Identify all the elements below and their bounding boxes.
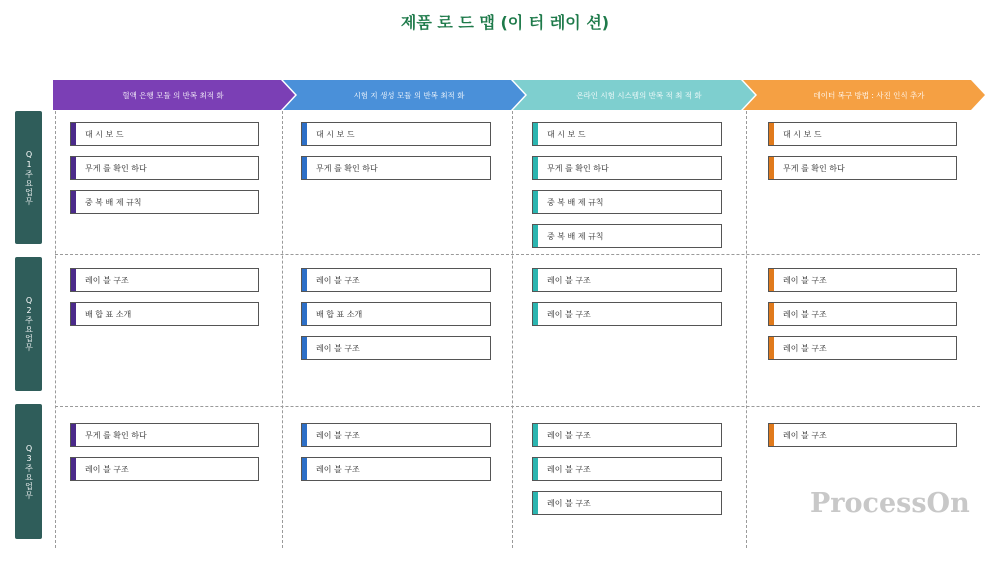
quarter-header-q1 (15, 111, 42, 244)
quarter-label-q3: Q3주요업무 (24, 443, 34, 500)
task-card-label: 레이 블 구조 (547, 275, 591, 285)
task-card-label: 대 시 보 드 (547, 129, 586, 139)
task-card-label: 레이 블 구조 (547, 464, 591, 474)
task-card-label: 무게 를 확인 하다 (547, 163, 609, 173)
task-card[interactable] (768, 122, 957, 146)
task-card[interactable] (532, 268, 722, 292)
task-card[interactable] (70, 268, 259, 292)
task-card-label: 레이 블 구조 (316, 464, 360, 474)
task-card[interactable] (768, 156, 957, 180)
task-card-label: 레이 블 구조 (783, 309, 827, 319)
grid-line-vertical (55, 111, 56, 548)
grid-line-horizontal (55, 406, 980, 407)
task-card-label: 레이 블 구조 (783, 275, 827, 285)
quarter-header-q3 (15, 404, 42, 539)
task-card-label: 대 시 보 드 (316, 129, 355, 139)
task-card-label: 레이 블 구조 (316, 430, 360, 440)
task-card[interactable] (532, 156, 722, 180)
task-card-label: 중 복 배 제 규칙 (547, 231, 604, 241)
task-card[interactable] (70, 156, 259, 180)
task-card-label: 무게 를 확인 하다 (85, 163, 147, 173)
task-card-label: 무게 를 확인 하다 (783, 163, 845, 173)
phase-label-4: 데이터 복구 방법 : 사진 인식 추가 (813, 90, 925, 100)
task-card-label: 레이 블 구조 (783, 430, 827, 440)
task-card[interactable] (532, 122, 722, 146)
task-card[interactable] (768, 302, 957, 326)
grid-line-vertical (282, 111, 283, 548)
phase-label-2: 시험 지 생성 모듈 의 반복 최적 화 (353, 90, 465, 100)
task-card[interactable] (768, 336, 957, 360)
task-card-label: 레이 블 구조 (316, 343, 360, 353)
task-card[interactable] (532, 224, 722, 248)
grid-line-vertical (746, 111, 747, 548)
task-card-label: 레이 블 구조 (85, 275, 129, 285)
task-card[interactable] (301, 457, 491, 481)
task-card[interactable] (70, 190, 259, 214)
task-card[interactable] (70, 302, 259, 326)
task-card-label: 대 시 보 드 (783, 129, 822, 139)
task-card[interactable] (532, 491, 722, 515)
task-card[interactable] (70, 122, 259, 146)
task-card[interactable] (532, 457, 722, 481)
quarter-label-q1: Q1주요업무 (24, 149, 34, 206)
task-card-label: 무게 를 확인 하다 (316, 163, 378, 173)
task-card-label: 레이 블 구조 (547, 309, 591, 319)
task-card-label: 레이 블 구조 (547, 430, 591, 440)
task-card[interactable] (532, 302, 722, 326)
task-card[interactable] (301, 302, 491, 326)
phase-arrows (53, 80, 985, 110)
phase-label-1: 혈액 은행 모듈 의 반복 최적 화 (122, 90, 224, 100)
task-card[interactable] (768, 423, 957, 447)
task-card-label: 레이 블 구조 (783, 343, 827, 353)
task-card-label: 무게 를 확인 하다 (85, 430, 147, 440)
task-card[interactable] (532, 423, 722, 447)
task-card[interactable] (301, 268, 491, 292)
task-card-label: 배 합 표 소개 (85, 309, 132, 319)
task-card[interactable] (301, 423, 491, 447)
task-card-label: 중 복 배 제 규칙 (85, 197, 142, 207)
grid-line-vertical (512, 111, 513, 548)
page-title: 제품 로 드 맵 (이 터 레이 션) (400, 13, 610, 32)
quarter-header-q2 (15, 257, 42, 391)
task-card-label: 중 복 배 제 규칙 (547, 197, 604, 207)
task-card[interactable] (301, 336, 491, 360)
task-card[interactable] (301, 156, 491, 180)
task-card[interactable] (70, 457, 259, 481)
task-card[interactable] (70, 423, 259, 447)
phase-label-3: 온라인 시험 시스템의 반복 적 최 적 화 (576, 90, 702, 100)
task-card-label: 레이 블 구조 (547, 498, 591, 508)
task-card-label: 레이 블 구조 (316, 275, 360, 285)
quarter-label-q2: Q2주요업무 (24, 296, 34, 352)
task-card[interactable] (301, 122, 491, 146)
watermark: ProcessOn (810, 488, 970, 519)
task-card-label: 대 시 보 드 (85, 129, 124, 139)
task-card-label: 레이 블 구조 (85, 464, 129, 474)
task-card-label: 배 합 표 소개 (316, 309, 363, 319)
grid-line-horizontal (55, 254, 980, 255)
task-card[interactable] (768, 268, 957, 292)
task-card[interactable] (532, 190, 722, 214)
